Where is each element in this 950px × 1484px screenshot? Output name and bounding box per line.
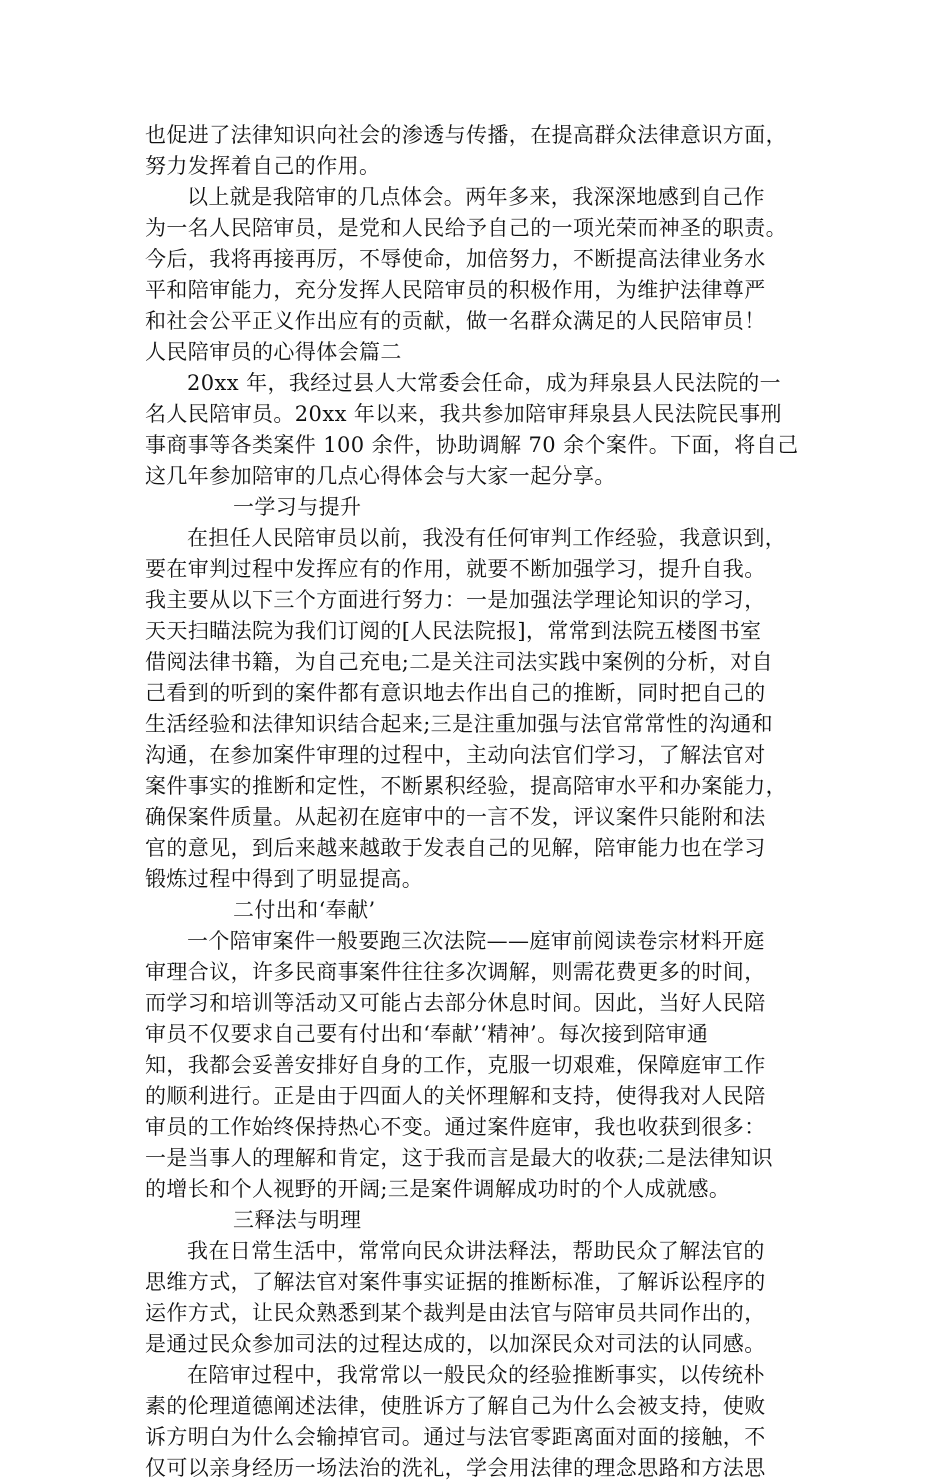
- text-line: 仅可以亲身经历一场法治的洗礼，学会用法律的理念思路和方法思: [145, 1456, 766, 1480]
- text-line: 为一名人民陪审员，是党和人民给予自己的一项光荣而神圣的职责。: [145, 216, 787, 240]
- text-line: 官的意见，到后来越来越敢于发表自己的见解，陪审能力也在学习: [145, 836, 766, 860]
- text-line: 的增长和个人视野的开阔;三是案件调解成功时的个人成就感。: [145, 1177, 731, 1201]
- text-line: 的顺利进行。正是由于四面人的关怀理解和支持，使得我对人民陪: [145, 1084, 766, 1108]
- text-line: 是通过民众参加司法的过程达成的，以加深民众对司法的认同感。: [145, 1332, 766, 1356]
- text-line: 今后，我将再接再厉，不辱使命，加倍努力，不断提高法律业务水: [145, 247, 766, 271]
- text-line: 名人民陪审员。20xx 年以来，我共参加陪审拜泉县人民法院民事刑: [145, 402, 782, 426]
- text-line: 诉方明白为什么会输掉官司。通过与法官零距离面对面的接触，不: [145, 1425, 766, 1449]
- text-line: 我主要从以下三个方面进行努力：一是加强法学理论知识的学习，: [145, 588, 766, 612]
- text-line: 平和陪审能力，充分发挥人民陪审员的积极作用，为维护法律尊严: [145, 278, 766, 302]
- text-line: 生活经验和法律知识结合起来;三是注重加强与法官常常性的沟通和: [145, 712, 774, 736]
- text-line: 在担任人民陪审员以前，我没有任何审判工作经验，我意识到，: [187, 526, 787, 550]
- text-line: 案件事实的推断和定性，不断累积经验，提高陪审水平和办案能力，: [145, 774, 787, 798]
- text-line: 在陪审过程中，我常常以一般民众的经验推断事实，以传统朴: [187, 1363, 765, 1387]
- text-line: 努力发挥着自己的作用。: [145, 154, 381, 178]
- text-line: 知，我都会妥善安排好自身的工作，克服一切艰难，保障庭审工作: [145, 1053, 766, 1077]
- document-page: [145, 120, 813, 1484]
- text-line: 审理合议，许多民商事案件往往多次调解，则需花费更多的时间，: [145, 960, 766, 984]
- section-heading: 二付出和‘奉献’: [233, 898, 376, 922]
- text-line: 也促进了法律知识向社会的渗透与传播，在提高群众法律意识方面，: [145, 123, 787, 147]
- text-line: 和社会公平正义作出应有的贡献，做一名群众满足的人民陪审员！: [145, 309, 766, 333]
- text-line: 己看到的听到的案件都有意识地去作出自己的推断，同时把自己的: [145, 681, 766, 705]
- text-line: 一是当事人的理解和肯定，这于我而言是最大的收获;二是法律知识: [145, 1146, 774, 1170]
- text-line: 我在日常生活中，常常向民众讲法释法，帮助民众了解法官的: [187, 1239, 765, 1263]
- text-line: 审员的工作始终保持热心不变。通过案件庭审，我也收获到很多：: [145, 1115, 766, 1139]
- text-line: 借阅法律书籍，为自己充电;二是关注司法实践中案例的分析，对自: [145, 650, 774, 674]
- text-line: 审员不仅要求自己要有付出和‘奉献’‘精神’。每次接到陪审通: [145, 1022, 709, 1046]
- text-line: 要在审判过程中发挥应有的作用，就要不断加强学习，提升自我。: [145, 557, 766, 581]
- text-line: 这几年参加陪审的几点心得体会与大家一起分享。: [145, 464, 616, 488]
- section-heading: 三释法与明理: [233, 1208, 362, 1232]
- text-line: 而学习和培训等活动又可能占去部分休息时间。因此，当好人民陪: [145, 991, 766, 1015]
- text-line: 事商事等各类案件 100 余件，协助调解 70 余个案件。下面，将自己: [145, 433, 799, 457]
- text-line: 一个陪审案件一般要跑三次法院——庭审前阅读卷宗材料开庭: [187, 929, 765, 953]
- text-line: 20xx 年，我经过县人大常委会任命，成为拜泉县人民法院的一: [187, 371, 782, 395]
- text-line: 人民陪审员的心得体会篇二: [145, 340, 402, 364]
- text-line: 素的伦理道德阐述法律，使胜诉方了解自己为什么会被支持，使败: [145, 1394, 766, 1418]
- text-line: 锻炼过程中得到了明显提高。: [145, 867, 424, 891]
- text-line: 以上就是我陪审的几点体会。两年多来，我深深地感到自己作: [187, 185, 765, 209]
- text-line: 运作方式，让民众熟悉到某个裁判是由法官与陪审员共同作出的，: [145, 1301, 766, 1325]
- text-line: 思维方式，了解法官对案件事实证据的推断标准，了解诉讼程序的: [145, 1270, 766, 1294]
- text-line: 确保案件质量。从起初在庭审中的一言不发，评议案件只能附和法: [145, 805, 766, 829]
- text-line: 天天扫瞄法院为我们订阅的[人民法院报]，常常到法院五楼图书室: [145, 619, 762, 643]
- section-heading: 一学习与提升: [233, 495, 362, 519]
- text-line: 沟通，在参加案件审理的过程中，主动向法官们学习，了解法官对: [145, 743, 766, 767]
